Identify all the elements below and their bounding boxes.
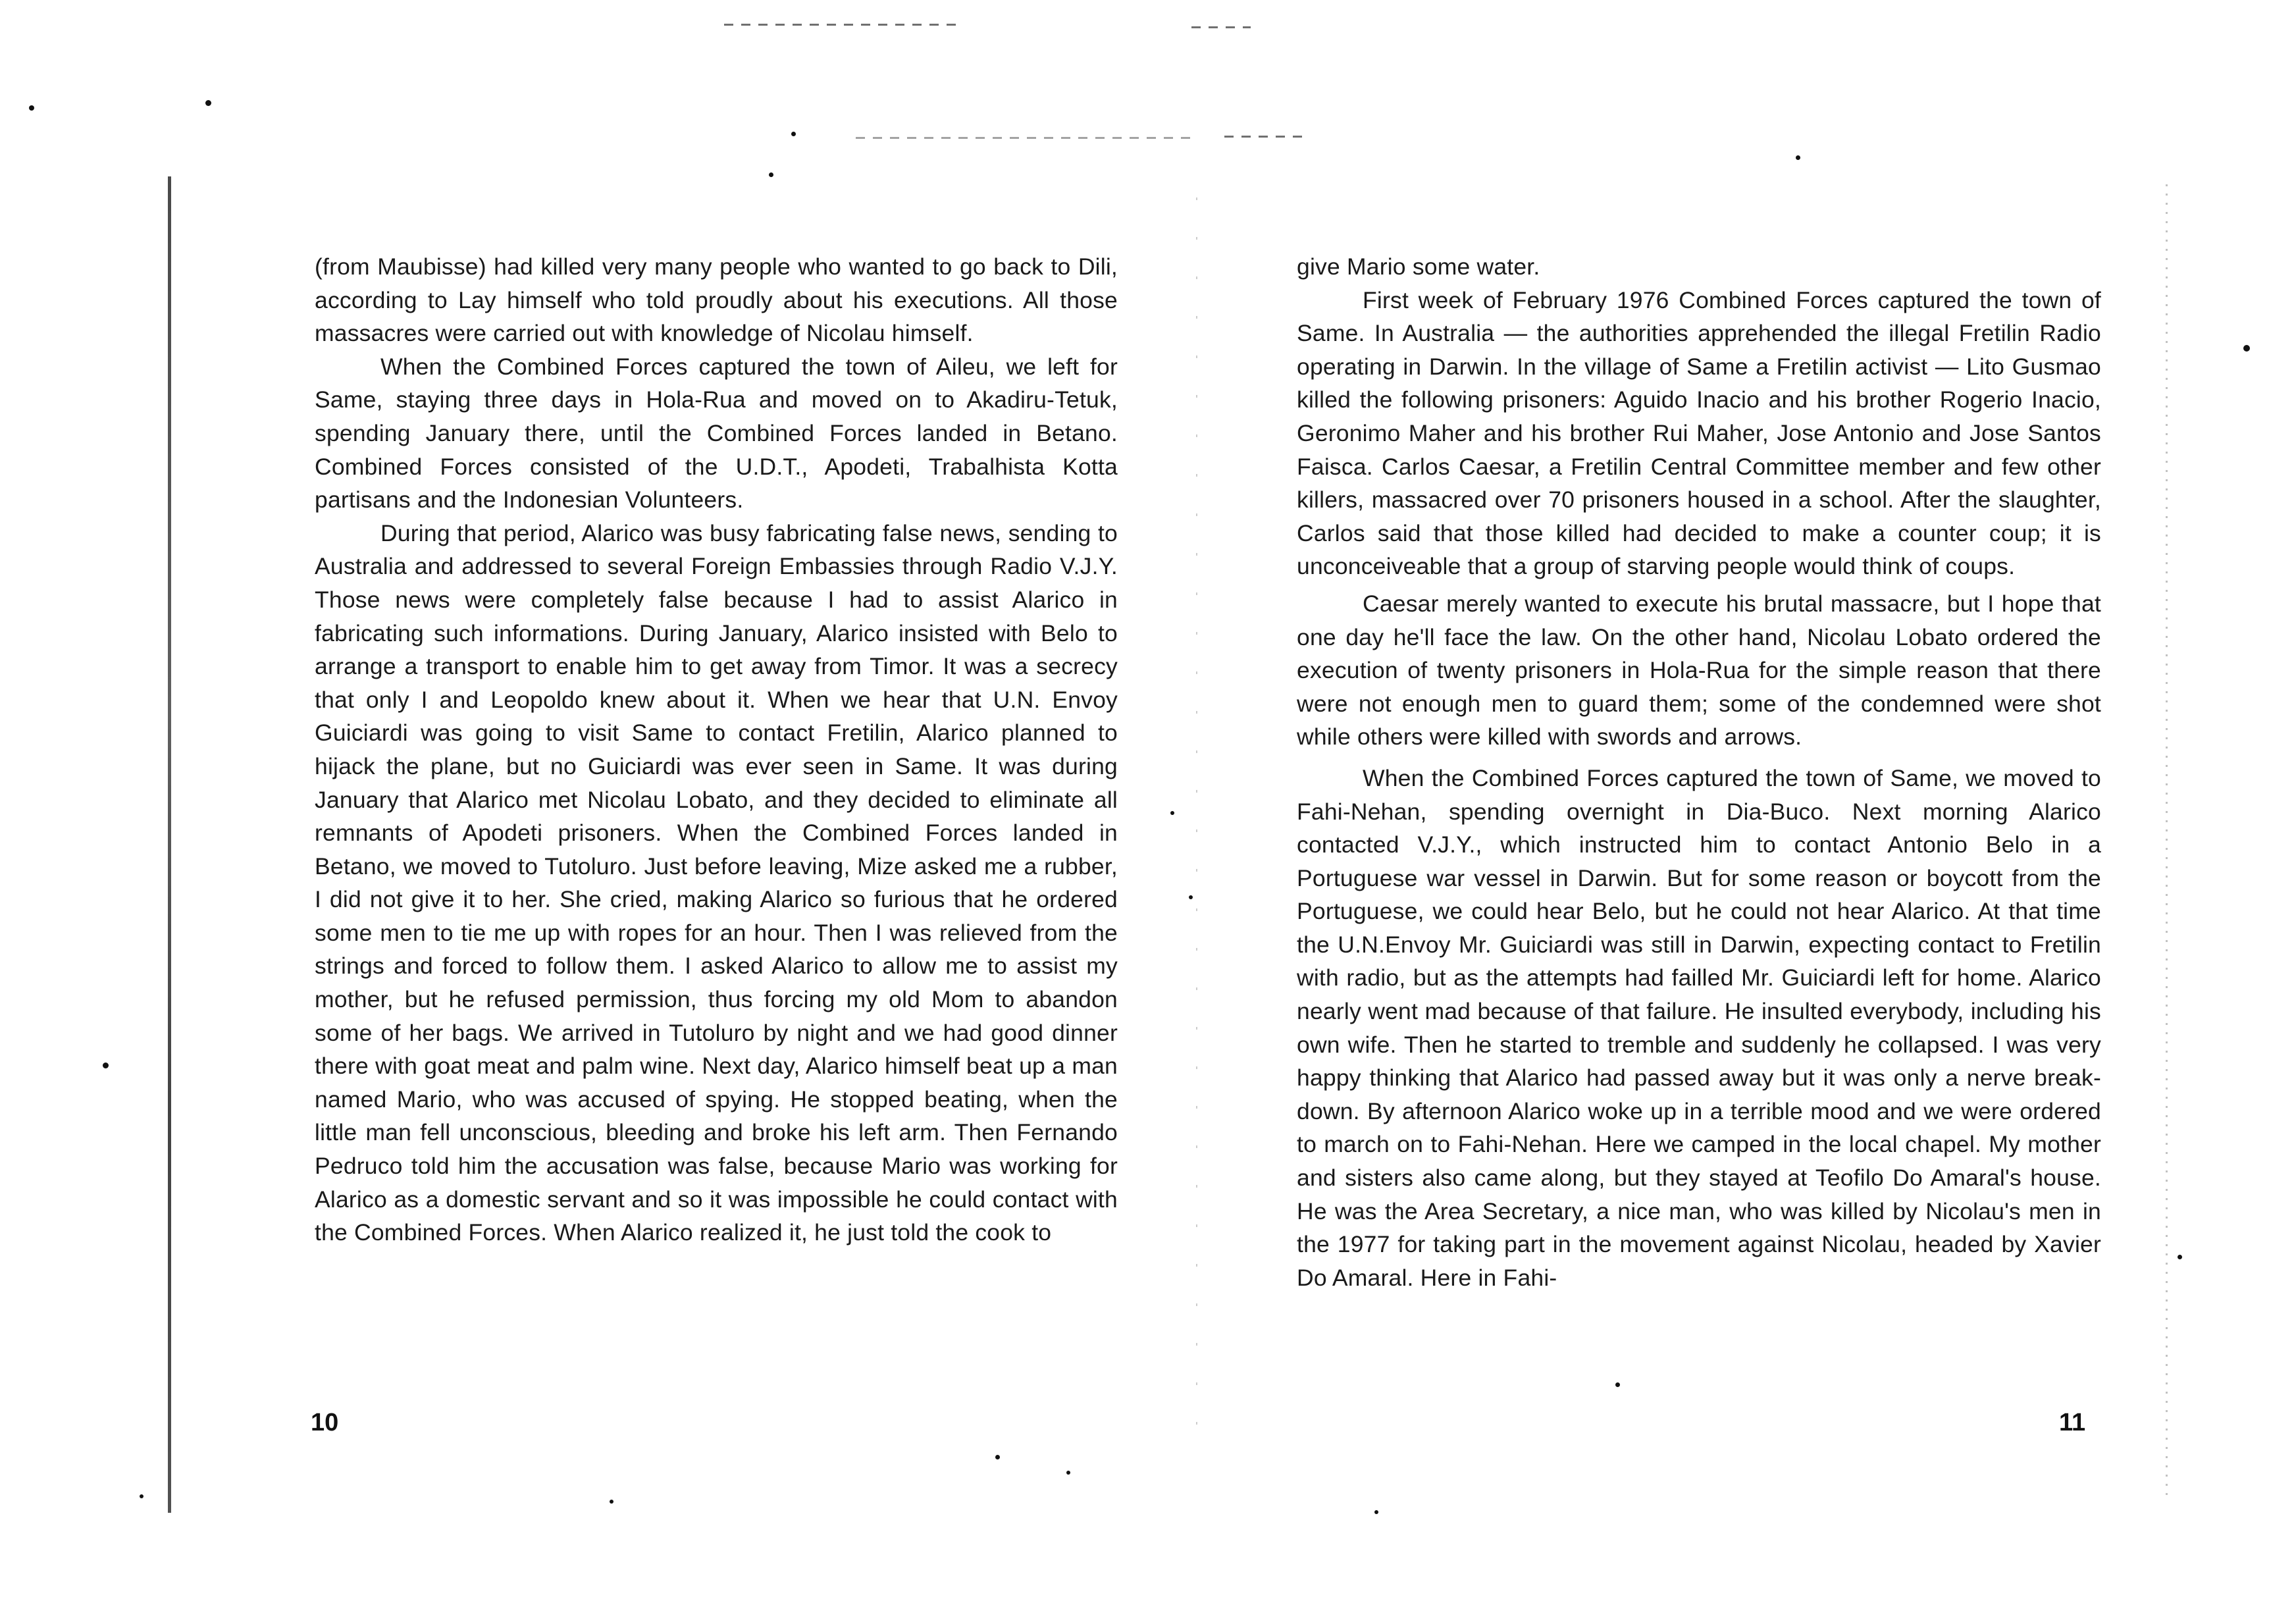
scan-speck: [205, 100, 211, 106]
scan-speck: [2243, 345, 2250, 352]
paragraph: Caesar merely wanted to execute his brutal massacre, but I hope that one day he'll face the law. On the other hand, Nicolau Lobato ordered the execution of twenty prisoners in Hola-Rua for the simple reason that there were not enough men to guard them; some of the condemned were shot while others were killed with swords and arrows.: [1297, 590, 2101, 750]
scan-speck: [610, 1500, 613, 1504]
scan-speck: [1374, 1510, 1378, 1514]
paragraph: During that period, Alarico was busy fabricating false news, sending to Australia and addressed to several Foreign Embassies through Radio V.J.Y. Those news were completely false because I had to assist Alarico in fabricating such informations. During January, Alarico insisted with Belo to arrange a transport to enable him to get away from Timor. It was a secrecy that only I and Leopoldo knew about it. When we hear that U.N. Envoy Guiciardi was going to visit Same to contact Fretilin, Alarico planned to hijack the plane, but no Guiciardi was ever seen in Same. It was during January that Alarico met Nicolau Lobato, and they decided to eliminate all remnants of Apodeti prisoners. When the Combined Forces landed in Betano, we moved to Tutoluro. Just before leaving, Mize asked me a rubber, I did not give it to her. She cried, making Alarico so furious that he ordered some men to tie me up with ropes for an hour. Then I was relieved from the strings and forced to follow them. I asked Alarico to allow me to assist my mother, but he refused permission, thus forcing my old Mom to abandon some of her bags. We arrived in Tutoluro by night and we had good dinner there with goat meat and palm wine. Next day, Alarico himself beat up a man named Mario, who was accused of spying. He stopped beating, when the little man fell unconscious, bleeding and broke his left arm. Then Fernando Pedruco told him the accusation was false, because Mario was working for Alarico as a domestic servant and so it was impossible he could contact with the Combined Forces. When Alarico realized it, he just told the cook to: [315, 519, 1118, 1246]
binding-edge-shadow: [168, 176, 171, 1513]
scan-speck: [1170, 811, 1174, 815]
top-scan-mark: [1224, 136, 1310, 138]
scan-speck: [1796, 155, 1800, 160]
paragraph: (from Maubisse) had killed very many people who wanted to go back to Dili, according to Lay himself who told proudly about his executions. All those massacres were carried out with knowledge of Nicolau himself.: [315, 253, 1118, 347]
page-number: 11: [2059, 1409, 2086, 1436]
paragraph: When the Combined Forces captured the town of Aileu, we left for Same, staying three days in Hola-Rua and moved on to Akadiru-Tetuk, spending January there, until the Combined Forces landed in Betano. Combined Forces consisted of the U.D.T., Apodeti, Trabalhista Kotta partisans and the Indonesian Volunteers.: [315, 353, 1118, 513]
left-page: [315, 250, 1118, 1455]
page-number: 10: [311, 1409, 339, 1436]
paragraph: give Mario some water.: [1297, 253, 1540, 280]
scan-speck: [29, 105, 34, 111]
top-scan-mark: [1191, 26, 1251, 28]
top-scan-mark: [856, 137, 1198, 139]
scan-speck: [769, 172, 773, 177]
top-scan-mark: [724, 24, 961, 26]
scan-speck: [1189, 895, 1193, 899]
page-edge-shadow: [2166, 184, 2168, 1501]
scan-speck: [791, 132, 796, 136]
paragraph: When the Combined Forces captured the town of Same, we moved to Fahi-Nehan, spending overnight in Dia-Buco. Next morning Alarico contacted V.J.Y., which instructed him to contact Antonio Belo in a Portuguese war vessel in Darwin. But for some reason or boycott from the Portuguese, we could hear Belo, but he could not hear Alarico. At that time the U.N.Envoy Mr. Guiciardi was still in Darwin, expecting contact to Fretilin with radio, but as the attempts had failled Mr. Guiciardi left for home. Alarico nearly went mad because of that failure. He insulted everybody, including his own wife. Then he started to tremble and suddenly he collapsed. I was very happy thinking that Alarico had passed away but it was only a nerve break-down. By afternoon Alarico woke up in a terrible mood and we were ordered to march on to Fahi-Nehan. Here we camped in the local chapel. My mother and sisters also came along, but they stayed at Teofilo Do Amaral's house. He was the Area Secretary, a nice man, who was killed by Nicolau's men in the 1977 for taking part in the movement against Nicolau, headed by Xavier Do Amaral. Here in Fahi-: [1297, 764, 2101, 1291]
paragraph: First week of February 1976 Combined Forces captured the town of Same. In Australia — the authorities apprehended the illegal Fretilin Radio operating in Darwin. In the village of Same a Fretilin activist — Lito Gusmao killed the following prisoners: Aguido Inacio and his brother Rogerio Inacio, Geronimo Maher and his brother Rui Maher, Jose Antonio and Jose Santos Faisca. Carlos Caesar, a Fretilin Central Committee member and few other killers, massacred over 70 prisoners housed in a school. After the slaughter, Carlos said that those killed had decided to make a counter coup; it is unconceiveable that a group of starving people would think of coups.: [1297, 286, 2101, 580]
scan-speck: [140, 1494, 144, 1498]
scan-speck: [103, 1063, 109, 1068]
right-page: [1297, 250, 2101, 1455]
scan-speck: [995, 1455, 1000, 1459]
scan-speck: [1066, 1471, 1070, 1475]
gutter-fold: [1196, 197, 1197, 1448]
scan-speck: [2178, 1255, 2182, 1259]
